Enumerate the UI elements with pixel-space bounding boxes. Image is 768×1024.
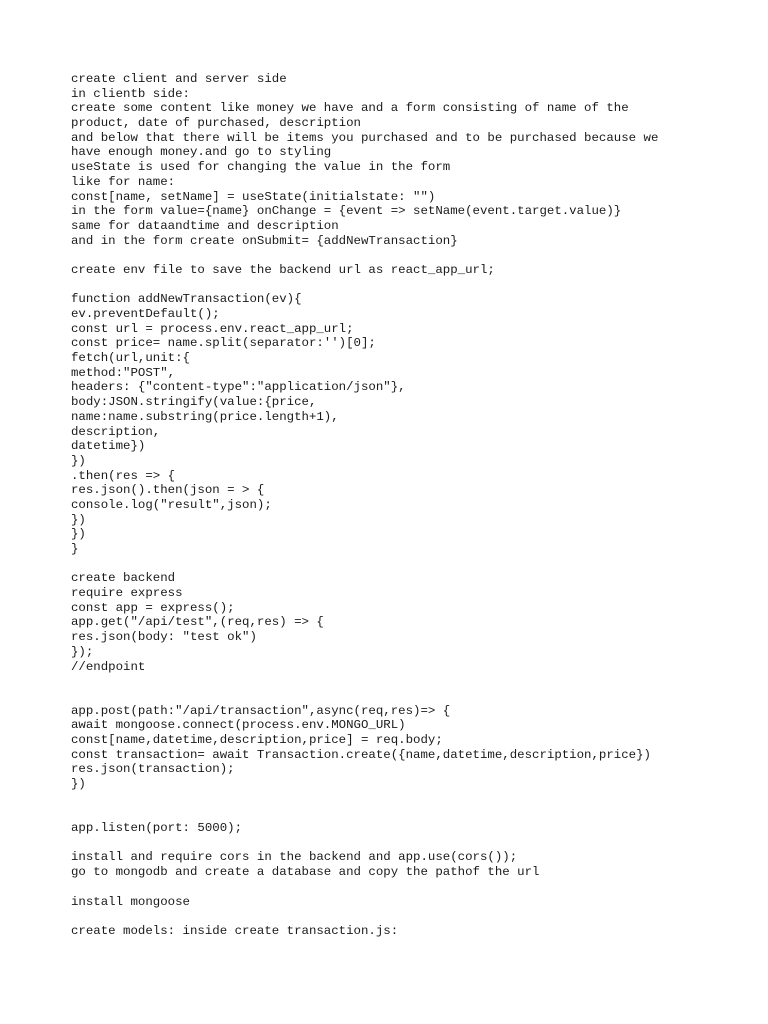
code-line: console.log("result",json); — [71, 497, 272, 512]
text-line: create client and server side — [71, 72, 287, 86]
document-page — [71, 72, 751, 939]
code-line: in the form value={name} onChange = {event => setName(event.target.value)} — [71, 204, 622, 219]
blank-line — [71, 836, 751, 851]
code-line: await mongoose.connect(process.env.MONGO_URL) — [71, 718, 406, 733]
code-line: res.json(body: "test ok") — [71, 630, 257, 645]
code-line: const transaction= await Transaction.create({name,datetime,description,price}) — [71, 747, 651, 762]
code-line: const price= name.split(separator:'')[0]; — [71, 336, 376, 351]
text-line: require express — [71, 586, 183, 601]
code-line: headers: {"content-type":"application/json"}, — [71, 380, 406, 395]
code-line: .then(res => { — [71, 468, 176, 483]
code-line: res.json(transaction); — [71, 762, 235, 777]
blank-line — [71, 674, 751, 689]
blank-line — [71, 248, 751, 263]
text-line: product, date of purchased, description — [71, 116, 361, 131]
code-line: } — [71, 542, 79, 556]
code-line: res.json().then(json = > { — [71, 483, 265, 498]
code-line: name:name.substring(price.length+1), — [71, 409, 339, 424]
code-line: const url = process.env.react_app_url; — [71, 321, 354, 336]
text-line: in clientb side: — [71, 86, 190, 101]
code-line: app.get("/api/test",(req,res) => { — [71, 615, 324, 630]
code-line: body:JSON.stringify(value:{price, — [71, 395, 317, 410]
code-line: app.listen(port: 5000); — [71, 821, 243, 836]
code-line: description, — [71, 424, 161, 439]
text-line: same for dataandtime and description — [71, 218, 339, 233]
blank-line — [71, 792, 751, 807]
code-line: const[name,datetime,description,price] = req.body; — [71, 732, 443, 747]
blank-line — [71, 909, 751, 924]
code-line: datetime}) — [71, 439, 146, 454]
code-line: }) — [71, 527, 86, 542]
code-line: }) — [71, 777, 86, 791]
text-line: create env file to save the backend url as react_app_url; — [71, 262, 495, 277]
code-line: }); — [71, 644, 94, 659]
text-line: like for name: — [71, 174, 176, 189]
text-line: have enough money.and go to styling — [71, 145, 332, 160]
text-line: create backend — [71, 571, 176, 586]
text-line: create some content like money we have and a form consisting of name of the — [71, 101, 629, 116]
text-line: and in the form create onSubmit= {addNewTransaction} — [71, 233, 458, 248]
code-line: }) — [71, 512, 86, 527]
blank-line — [71, 278, 751, 293]
text-line: useState is used for changing the value in the form — [71, 160, 451, 175]
code-line: app.post(path:"/api/transaction",async(req,res)=> { — [71, 703, 451, 718]
text-line: go to mongodb and create a database and copy the pathof the url — [71, 865, 540, 880]
text-line: install and require cors in the backend and app.use(cors()); — [71, 850, 518, 865]
text-line: and below that there will be items you purchased and to be purchased because we — [71, 130, 659, 145]
code-line: method:"POST", — [71, 365, 176, 380]
text-line: create models: inside create transaction.js: — [71, 923, 399, 938]
blank-line — [71, 689, 751, 704]
text-line: install mongoose — [71, 894, 190, 909]
code-line: //endpoint — [71, 659, 146, 674]
code-line: }) — [71, 453, 86, 468]
code-line: ev.preventDefault(); — [71, 307, 220, 321]
code-line: const[name, setName] = useState(initialstate: "") — [71, 189, 436, 204]
code-line: fetch(url,unit:{ — [71, 351, 190, 366]
code-line: const app = express(); — [71, 600, 235, 615]
code-line: function addNewTransaction(ev){ — [71, 292, 302, 307]
blank-line — [71, 806, 751, 821]
blank-line — [71, 557, 751, 572]
blank-line — [71, 880, 751, 895]
